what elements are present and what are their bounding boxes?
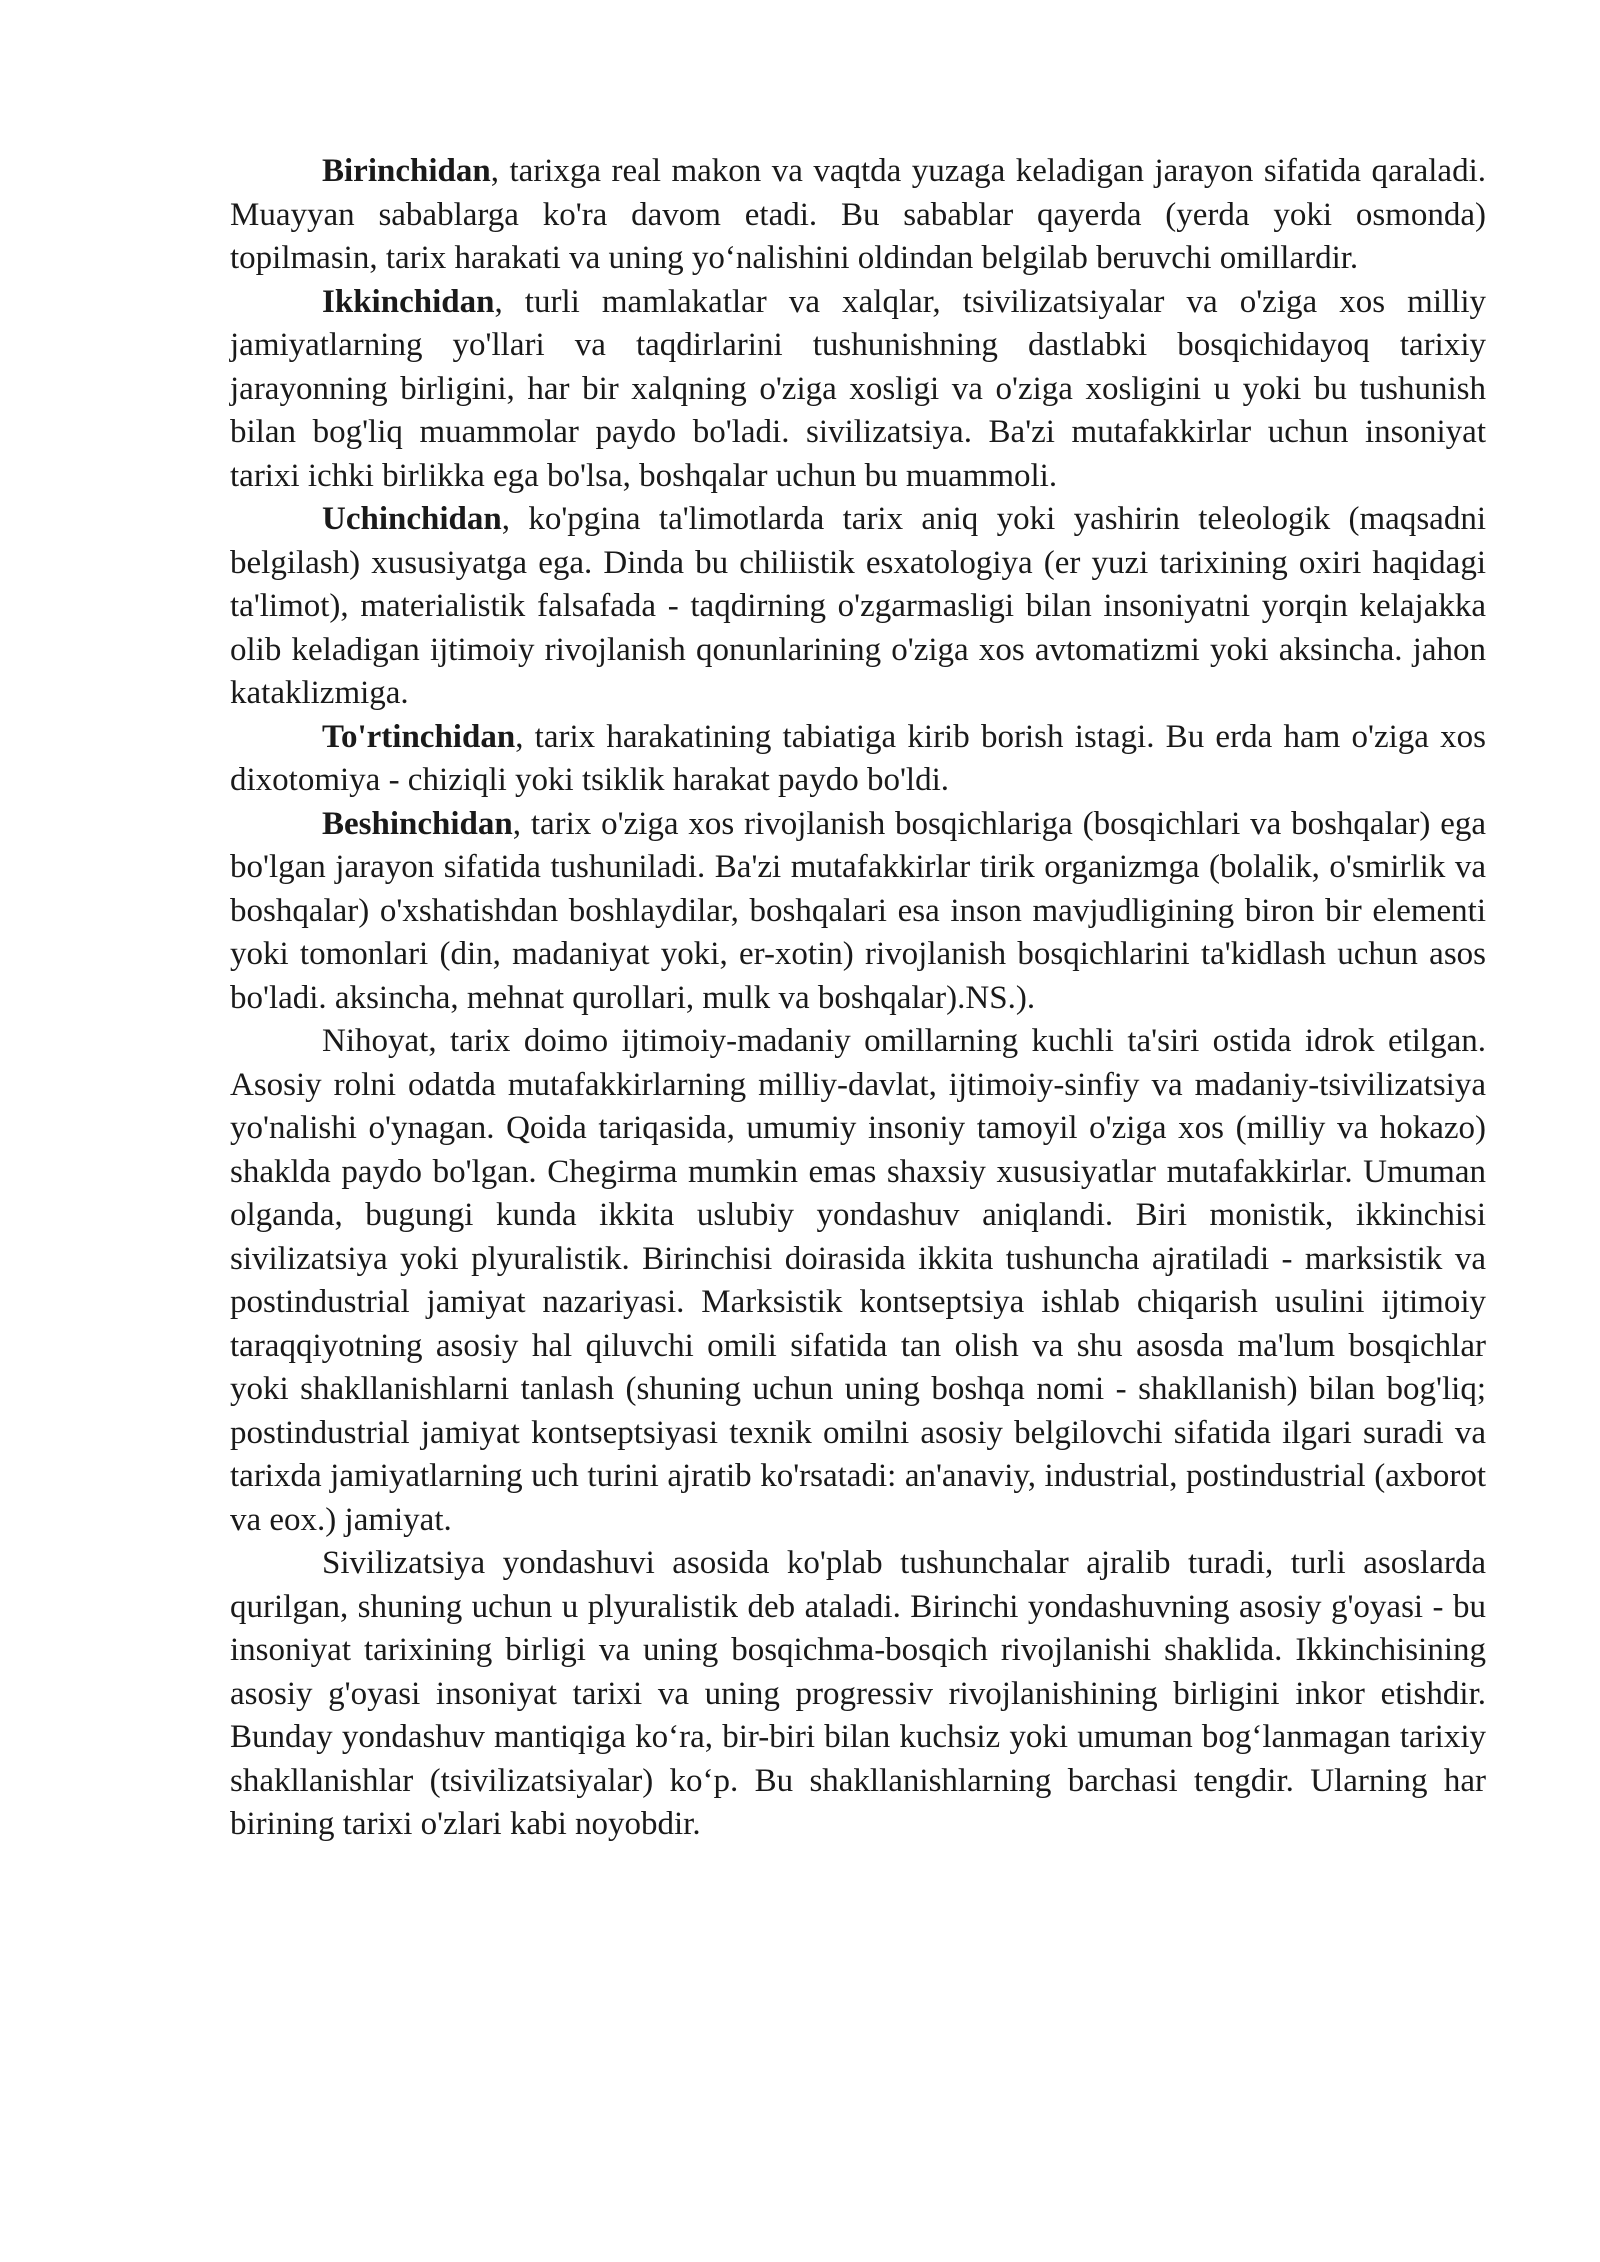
paragraph-text: , tarix o'ziga xos rivojlanish bosqichlariga (bosqichlari va boshqalar) ega bo'lgan jarayon sifatida tushuniladi. Ba'zi mutafakkirlar tirik organizmga (bolalik, o'smirlik va boshqalar) o'xshatishdan boshlaydilar, boshqalari esa inson mavjudligining biron bir elementi yoki tomonlari (din, madaniyat yoki, er-xotin) rivojlanish bosqichlarini ta'kidlash uchun asos bo'ladi. aksincha, mehnat qurollari, mulk va boshqalar).NS.). xyxy=(230,805,1486,1016)
paragraph-lead-term: To'rtinchidan xyxy=(322,718,516,755)
paragraph-lead-term: Ikkinchidan xyxy=(322,283,495,320)
paragraph-uchinchidan xyxy=(230,498,1486,716)
paragraph-tortinchidan xyxy=(230,716,1486,803)
paragraph-text: Nihoyat, tarix doimo ijtimoiy-madaniy omillarning kuchli ta'siri ostida idrok etilgan. Asosiy rolni odatda mutafakkirlarning milliy-davlat, ijtimoiy-sinfiy va madaniy-tsivilizatsiya yo'nalishi o'ynagan. Qoida tariqasida, umumiy insoniy tamoyil o'ziga xos (milliy va hokazo) shaklda paydo bo'lgan. Chegirma mumkin emas shaxsiy xususiyatlar mutafakkirlar. Umuman olganda, bugungi kunda ikkita uslubiy yondashuv aniqlandi. Biri monistik, ikkinchisi sivilizatsiya yoki plyuralistik. Birinchisi doirasida ikkita tushuncha ajratiladi - marksistik va postindustrial jamiyat nazariyasi. Marksistik kontseptsiya ishlab chiqarish usulini ijtimoiy taraqqiyotning asosiy hal qiluvchi omili sifatida tan olish va shu asosda ma'lum bosqichlar yoki shakllanishlarni tanlash (shuning uchun uning boshqa nomi - shakllanish) bilan bog'liq; postindustrial jamiyat kontseptsiyasi texnik omilni asosiy belgilovchi sifatida ilgari suradi va tarixda jamiyatlarning uch turini ajratib ko'rsatadi: an'anaviy, industrial, postindustrial (axborot va eox.) jamiyat. xyxy=(230,1023,1486,1538)
paragraph-text: , tarix harakatining tabiatiga kirib borish istagi. Bu erda ham o'ziga xos dixotomiya - chiziqli yoki tsiklik harakat paydo bo'ldi. xyxy=(230,718,1486,798)
paragraph-ikkinchidan xyxy=(230,281,1486,499)
paragraph-nihoyat xyxy=(230,1020,1486,1542)
paragraph-lead-term: Beshinchidan xyxy=(322,805,513,842)
paragraph-lead-term: Birinchidan xyxy=(322,153,491,189)
paragraph-text: , tarixga real makon va vaqtda yuzaga keladigan jarayon sifatida qaraladi. Muayyan sabablarga ko'ra davom etadi. Bu sabablar qayerda (yerda yoki osmonda) topilmasin, tarix harakati va uning yo‘nalishini oldindan belgilab beruvchi omillardir. xyxy=(230,153,1486,276)
paragraph-text: Sivilizatsiya yondashuvi asosida ko'plab tushunchalar ajralib turadi, turli asoslarda qurilgan, shuning uchun u plyuralistik deb ataladi. Birinchi yondashuvning asosiy g'oyasi - bu insoniyat tarixining birligi va uning bosqichma-bosqich rivojlanishi shaklida. Ikkinchisining asosiy g'oyasi insoniyat tarixi va uning progressiv rivojlanishining birligini inkor etishdir. Bunday yondashuv mantiqiga ko‘ra, bir-biri bilan kuchsiz yoki umuman bog‘lanmagan tarixiy shakllanishlar (tsivilizatsiyalar) ko‘p. Bu shakllanishlarning barchasi tengdir. Ularning har birining tarixi o'zlari kabi noyobdir. xyxy=(230,1545,1486,1842)
paragraph-beshinchidan xyxy=(230,803,1486,1021)
paragraph-sivilizatsiya xyxy=(230,1542,1486,1847)
document-page xyxy=(230,150,1486,1847)
paragraph-lead-term: Uchinchidan xyxy=(322,501,502,537)
paragraph-text: , ko'pgina ta'limotlarda tarix aniq yoki yashirin teleologik (maqsadni belgilash) xususiyatga ega. Dinda bu chiliistik esxatologiya (er yuzi tarixining oxiri haqidagi ta'limot), materialistik falsafada - taqdirning o'zgarmasligi bilan insoniyatni yorqin kelajakka olib keladigan ijtimoiy rivojlanish qonunlarining o'ziga xos avtomatizmi yoki aksincha. jahon kataklizmiga. xyxy=(230,501,1486,711)
paragraph-birinchidan xyxy=(230,150,1486,281)
paragraph-text: , turli mamlakatlar va xalqlar, tsivilizatsiyalar va o'ziga xos milliy jamiyatlarning yo'llari va taqdirlarini tushunishning dastlabki bosqichidayoq tarixiy jarayonning birligini, har bir xalqning o'ziga xosligi va o'ziga xosligini u yoki bu tushunish bilan bog'liq muammolar paydo bo'ladi. sivilizatsiya. Ba'zi mutafakkirlar uchun insoniyat tarixi ichki birlikka ega bo'lsa, boshqalar uchun bu muammoli. xyxy=(230,283,1486,494)
